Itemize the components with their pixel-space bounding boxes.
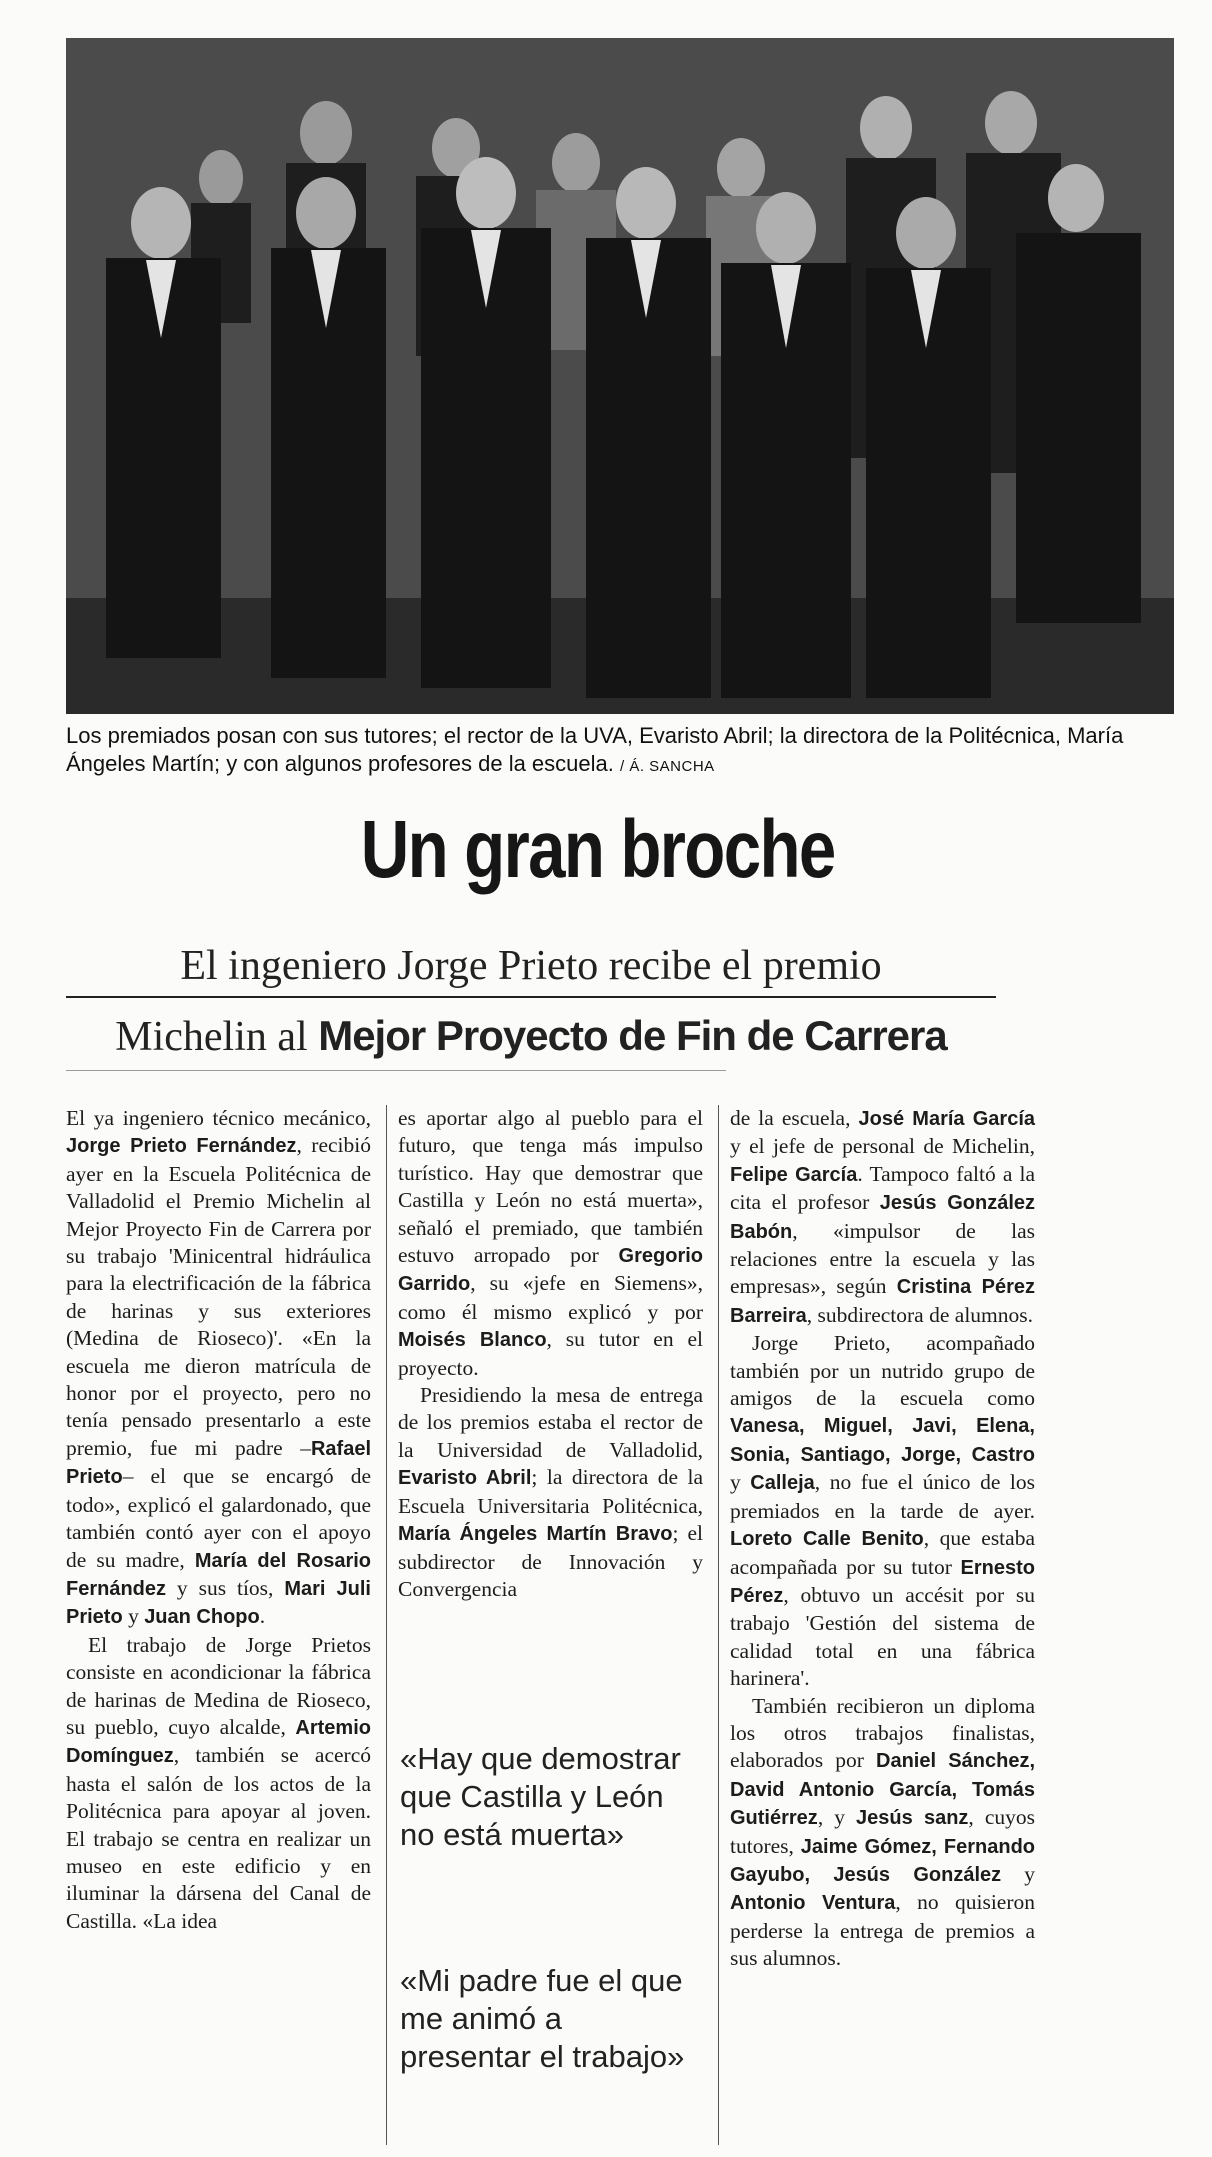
headline: Un gran broche (360, 804, 835, 895)
person-name: Artemio Domínguez (66, 1716, 371, 1768)
paragraph (398, 1382, 703, 1603)
person-name: Antonio Ventura (730, 1892, 896, 1915)
paragraph (730, 1330, 1035, 1692)
paragraph (66, 1632, 371, 1935)
person-name: Cristina Pérez Barreira (730, 1276, 1035, 1327)
person-name: José María García (858, 1108, 1035, 1130)
text-run: y (1001, 1861, 1035, 1886)
text-run: , que estaba acompañada por su tutor (730, 1526, 1035, 1579)
text-run: . Tampoco faltó a la cita el profesor (730, 1161, 1035, 1215)
text-run: , obtuvo un accésit por su trabajo 'Gestión del sistema de calidad total en una fábrica harinera'. (730, 1582, 1035, 1691)
person-name: Rafael Prieto (66, 1437, 371, 1489)
pull-quote-1: «Hay que demostrar que Castilla y León no está muerta» (400, 1741, 681, 1852)
top-rule (66, 1070, 726, 1071)
subheadline-line-2 (66, 1008, 996, 1065)
person-name: María Ángeles Martín Bravo (398, 1523, 673, 1546)
person-name: Calleja (750, 1472, 815, 1495)
text-run: Jorge Prieto, acompañado también por un nutrido grupo de amigos de la escuela como (730, 1331, 1035, 1411)
text-run: – el que se encargó de todo», explicó el galardonado, que también contó ayer con el apoyo de su madre, (66, 1464, 371, 1572)
text-run: es aportar algo al pueblo para el futuro, que tenga más impulso turístico. Hay que demostrar que Castilla y León no está muerta», señaló el premiado, que también estuvo arropado por (398, 1106, 703, 1268)
text-run: , su tutor en el proyecto. (398, 1327, 703, 1380)
text-run: Presidiendo la mesa de entrega de los premios estaba el rector de la Universidad de Valladolid, (398, 1383, 703, 1462)
text-run: de la escuela, (730, 1106, 859, 1130)
text-run: y (730, 1470, 751, 1495)
text-run: y sus tíos, (166, 1575, 285, 1600)
text-run: , «impulsor de las relaciones entre la escuela y las empresas», según (730, 1218, 1035, 1299)
text-run: También recibieron un diploma los otros trabajos finalistas, elaborados por (730, 1693, 1035, 1773)
photo-credit: / Á. SANCHA (620, 758, 715, 775)
paragraph (730, 1693, 1035, 1973)
article-column-3 (730, 1105, 1035, 1973)
person-name: Mari Juli Prieto (66, 1577, 371, 1629)
paragraph (730, 1105, 1035, 1330)
person-name: Daniel Sánchez, David Antonio García, Tomás Gutiérrez (730, 1750, 1035, 1830)
person-name: Jaime Gómez, Fernando Gayubo, Jesús González (730, 1835, 1035, 1886)
person-name: María del Rosario Fernández (66, 1549, 372, 1600)
text-run: y (122, 1604, 145, 1629)
column-divider (386, 1105, 387, 2145)
subhead-bold: Mejor Proyecto de Fin de Carrera (318, 1012, 947, 1059)
text-run: , subdirectora de alumnos. (806, 1302, 1034, 1327)
column-divider (718, 1105, 719, 2145)
person-name: Jorge Prieto Fernández (66, 1135, 297, 1158)
text-run: El ya ingeniero técnico mecánico, (66, 1106, 371, 1130)
person-name: Felipe García (730, 1163, 858, 1186)
text-run: , cuyos tutores, (730, 1805, 1035, 1858)
text-run: , no fue el único de los premiados en la tarde de ayer. (730, 1470, 1036, 1523)
subhead-regular: Michelin al (115, 1014, 319, 1060)
group-photo-icon (66, 38, 1174, 714)
article-column-1 (66, 1105, 371, 1935)
pull-quote-2: «Mi padre fue el que me animó a presentar el trabajo» (400, 1963, 685, 2074)
paragraph (66, 1105, 371, 1632)
text-run: ; el subdirector de Innovación y Convergencia (398, 1521, 703, 1601)
photo-caption (66, 722, 1174, 781)
text-run: , también se acercó hasta el salón de los actos de la Politécnica para apoyar al joven. El trabajo se centra en realizar un museo en este edificio y en iluminar la dársena del Canal de Castilla. «La idea (66, 1743, 371, 1933)
text-run: , su «jefe en Siemens», como él mismo explicó y por (398, 1271, 703, 1324)
text-run: , no quisieron perderse la entrega de premios a sus alumnos. (730, 1890, 1035, 1971)
text-run: , y (817, 1805, 857, 1830)
text-run: , recibió ayer en la Escuela Politécnica de Valladolid el Premio Michelin al Mejor Proyecto Fin de Carrera por su trabajo 'Minicentral hidráulica para la electrificación de la fábrica de harinas y sus exteriores (Medina de Rioseco)'. «En la escuela me dieron matrícula de honor por el proyecto, pero no tenía pensado presentarlo a este premio, fue mi padre – (66, 1133, 371, 1460)
text-run: y el jefe de personal de Michelin, (730, 1134, 1035, 1159)
person-name: Vanesa, Miguel, Javi, Elena, Sonia, Santiago, Jorge, Castro (730, 1415, 1035, 1466)
person-name: Evaristo Abril (398, 1467, 532, 1490)
person-name: Loreto Calle Benito (730, 1528, 924, 1551)
paragraph (398, 1105, 703, 1382)
person-name: Juan Chopo (144, 1606, 260, 1629)
text-run: El trabajo de Jorge Prietos consiste en acondicionar la fábrica de harinas de Medina de Rioseco, su pueblo, cuyo alcalde, (66, 1632, 371, 1739)
person-name: Gregorio Garrido (398, 1245, 703, 1296)
subhead-rule (66, 996, 996, 998)
subheadline-line-1: El ingeniero Jorge Prieto recibe el premio (180, 943, 882, 989)
group-photo (66, 38, 1174, 714)
person-name: Moisés Blanco (398, 1329, 547, 1352)
article-column-2 (398, 1105, 703, 1603)
person-name: Jesús sanz (856, 1807, 969, 1830)
text-run: ; la directora de la Escuela Universitaria Politécnica, (398, 1465, 703, 1518)
caption-text: Los premiados posan con sus tutores; el rector de la UVA, Evaristo Abril; la directora de la Politécnica, María Ángeles Martín; y con algunos profesores de la escuela. (66, 723, 1124, 776)
person-name: Ernesto Pérez (730, 1556, 1035, 1607)
person-name: Jesús González Babón (730, 1192, 1035, 1243)
text-run: . (259, 1604, 266, 1629)
